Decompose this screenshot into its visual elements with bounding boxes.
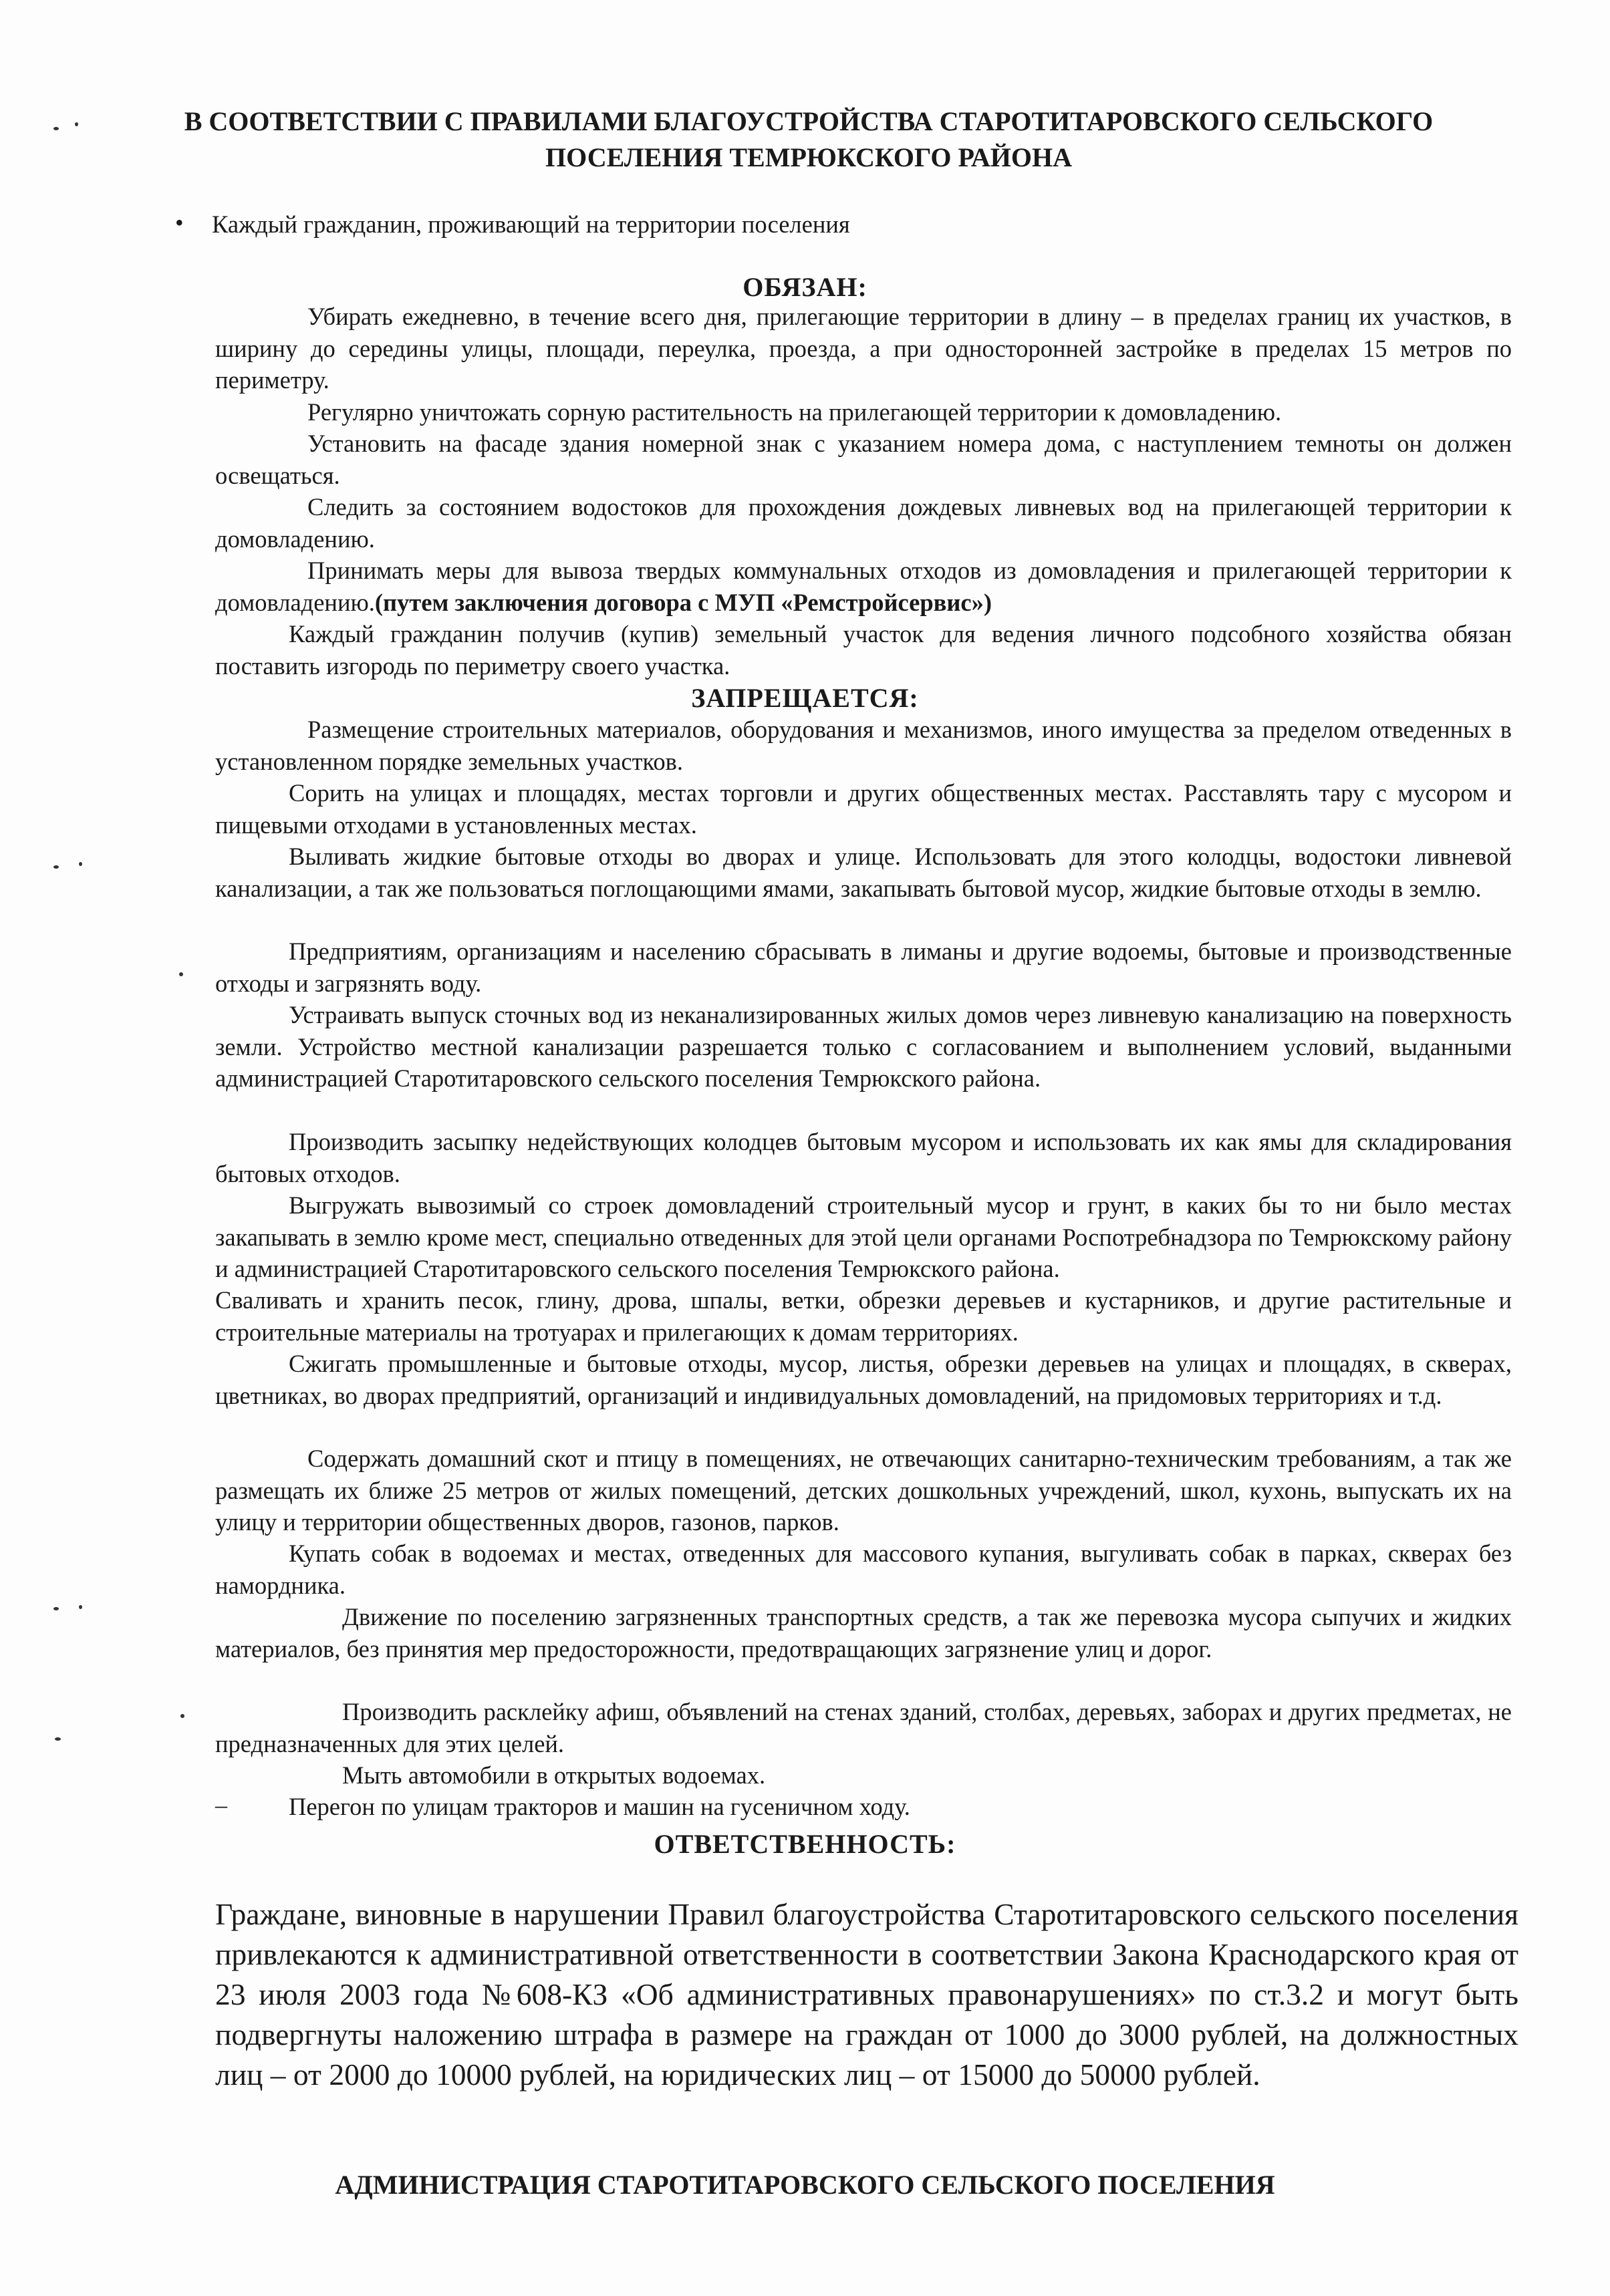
obligation-item: Убирать ежедневно, в течение всего дня, прилегающие территории в длину – в пределах границ их участков, в ширину до середины улицы, площади, переулка, проезда, а при односторонней застройке в пределах 15 метров по периметру.: [215, 303, 1512, 394]
scan-speck: [79, 862, 82, 866]
scan-speck: [180, 1714, 184, 1718]
prohibited-item: Выгружать вывозимый со строек домовладений строительный мусор и грунт, в каких бы то ни было местах закапывать в землю кроме мест, специально отведенных для этой цели органами Роспотребнадзора по Темрюкскому району и администрацией Старотитаровского сельского поселения Темрюкского района.: [215, 1191, 1512, 1282]
responsibility-text: Граждане, виновные в нарушении Правил благоустройства Старотитаровского сельского поселения привлекаются к административной ответственности в соответствии Закона Краснодарского края от 23 июля 2003 года №608-КЗ «Об административных правонарушениях» по ст.3.2 и могут быть подвергнуты наложению штрафа в размере на граждан от 1000 до 3000 рублей, на должностных лиц – от 2000 до 10000 рублей, на юридических лиц – от 15000 до 50000 рублей.: [215, 1897, 1518, 2092]
responsibility-heading: ОТВЕТСТВЕННОСТЬ:: [654, 1829, 956, 1859]
prohibited-item: Мыть автомобили в открытых водоемах.: [342, 1761, 766, 1789]
prohibited-item: Выливать жидкие бытовые отходы во дворах и улице. Использовать для этого колодцы, водостоки ливневой канализации, а так же пользоваться поглощающими ямами, закапывать бытовой мусор, жидкие бытовые отходы в землю.: [215, 843, 1512, 902]
dash-marker: –: [215, 1791, 227, 1818]
prohibited-item: Движение по поселению загрязненных транспортных средств, а так же перевозка мусора сыпучих и жидких материалов, без принятия мер предосторожности, предотвращающих загрязнение улиц и дорог.: [215, 1603, 1512, 1663]
obligation-bold-note: (путем заключения договора с МУП «Ремстройсервис»): [374, 588, 992, 616]
prohibited-item: Купать собак в водоемах и местах, отведенных для массового купания, выгуливать собак в парках, скверах без намордника.: [215, 1540, 1512, 1599]
prohibited-item: Содержать домашний скот и птицу в помещениях, не отвечающих санитарно-техническим требованиям, а так же размещать их ближе 25 метров от жилых помещений, детских дошкольных учреждений, школ, кухонь, выпускать их на улицу и территории общественных дворов, газонов, парков.: [215, 1445, 1512, 1536]
prohibited-item: Сжигать промышленные и бытовые отходы, мусор, листья, обрезки деревьев на улицах и площадях, в скверах, цветниках, во дворах предприятий, организаций и индивидуальных домовладений, на придомовых территориях и т.д.: [215, 1350, 1512, 1409]
scan-speck: [75, 122, 78, 126]
obligation-item: Регулярно уничтожать сорную растительность на прилегающей территории к домовладению.: [307, 398, 1282, 426]
obligation-item: Следить за состоянием водостоков для прохождения дождевых ливневых вод на прилегающей территории к домовладению.: [215, 493, 1512, 553]
scan-speck: [53, 1607, 59, 1610]
prohibited-item: Устраивать выпуск сточных вод из неканализированных жилых домов через ливневую канализацию на поверхность земли. Устройство местной канализации разрешается только с согласованием и выполнением условий, выданными администрацией Старотитаровского сельского поселения Темрюкского района.: [215, 1001, 1512, 1092]
footer-signature: АДМИНИСТРАЦИЯ СТАРОТИТАРОВСКОГО СЕЛЬСКОГО ПОСЕЛЕНИЯ: [335, 2170, 1275, 2200]
intro-text: Каждый гражданин, проживающий на территории поселения: [212, 210, 850, 238]
obligation-item: Установить на фасаде здания номерной знак с указанием номера дома, с наступлением темноты он должен освещаться.: [215, 430, 1512, 489]
prohibited-heading: ЗАПРЕЩАЕТСЯ:: [691, 683, 919, 713]
obligation-text: Принимать меры для вывоза твердых коммунальных отходов из домовладения и прилегающей территории к домовладению.: [215, 557, 1512, 616]
obligation-item: Каждый гражданин получив (купив) земельный участок для ведения личного подсобного хозяйства обязан поставить изгородь по периметру своего участка.: [215, 620, 1512, 680]
prohibited-item: Предприятиям, организациям и населению сбрасывать в лиманы и другие водоемы, бытовые и производственные отходы и загрязнять воду.: [215, 938, 1512, 997]
prohibited-item: Сорить на улицах и площадях, местах торговли и других общественных местах. Расставлять тару с мусором и пищевыми отходами в установленных местах.: [215, 779, 1512, 839]
scan-speck: [53, 127, 59, 130]
prohibited-item: Производить расклейку афиш, объявлений на стенах зданий, столбах, деревьях, заборах и других предметах, не предназначенных для этих целей.: [215, 1698, 1512, 1757]
scan-speck: [55, 1737, 61, 1741]
prohibited-item: Размещение строительных материалов, оборудования и механизмов, иного имущества за пределом отведенных в установленном порядке земельных участков.: [215, 716, 1512, 775]
obligation-item: [215, 555, 1512, 618]
scan-speck: [53, 865, 59, 869]
scan-speck: [79, 1605, 82, 1609]
document-title: В СООТВЕТСТВИИ С ПРАВИЛАМИ БЛАГОУСТРОЙСТВА СТАРОТИТАРОВСКОГО СЕЛЬСКОГО ПОСЕЛЕНИЯ ТЕМРЮКСКОГО РАЙОНА: [184, 106, 1434, 172]
prohibited-item: Сваливать и хранить песок, глину, дрова, шпалы, ветки, обрезки деревьев и кустарников, и другие растительные и строительные материалы на тротуарах и прилегающих к домам территориях.: [215, 1286, 1512, 1346]
bullet: •: [175, 209, 184, 236]
scan-speck: [179, 972, 183, 976]
obligations-heading: ОБЯЗАН:: [743, 272, 867, 302]
prohibited-item: Перегон по улицам тракторов и машин на гусеничном ходу.: [289, 1793, 910, 1820]
prohibited-item: Производить засыпку недействующих колодцев бытовым мусором и использовать их как ямы для складирования бытовых отходов.: [215, 1128, 1512, 1187]
